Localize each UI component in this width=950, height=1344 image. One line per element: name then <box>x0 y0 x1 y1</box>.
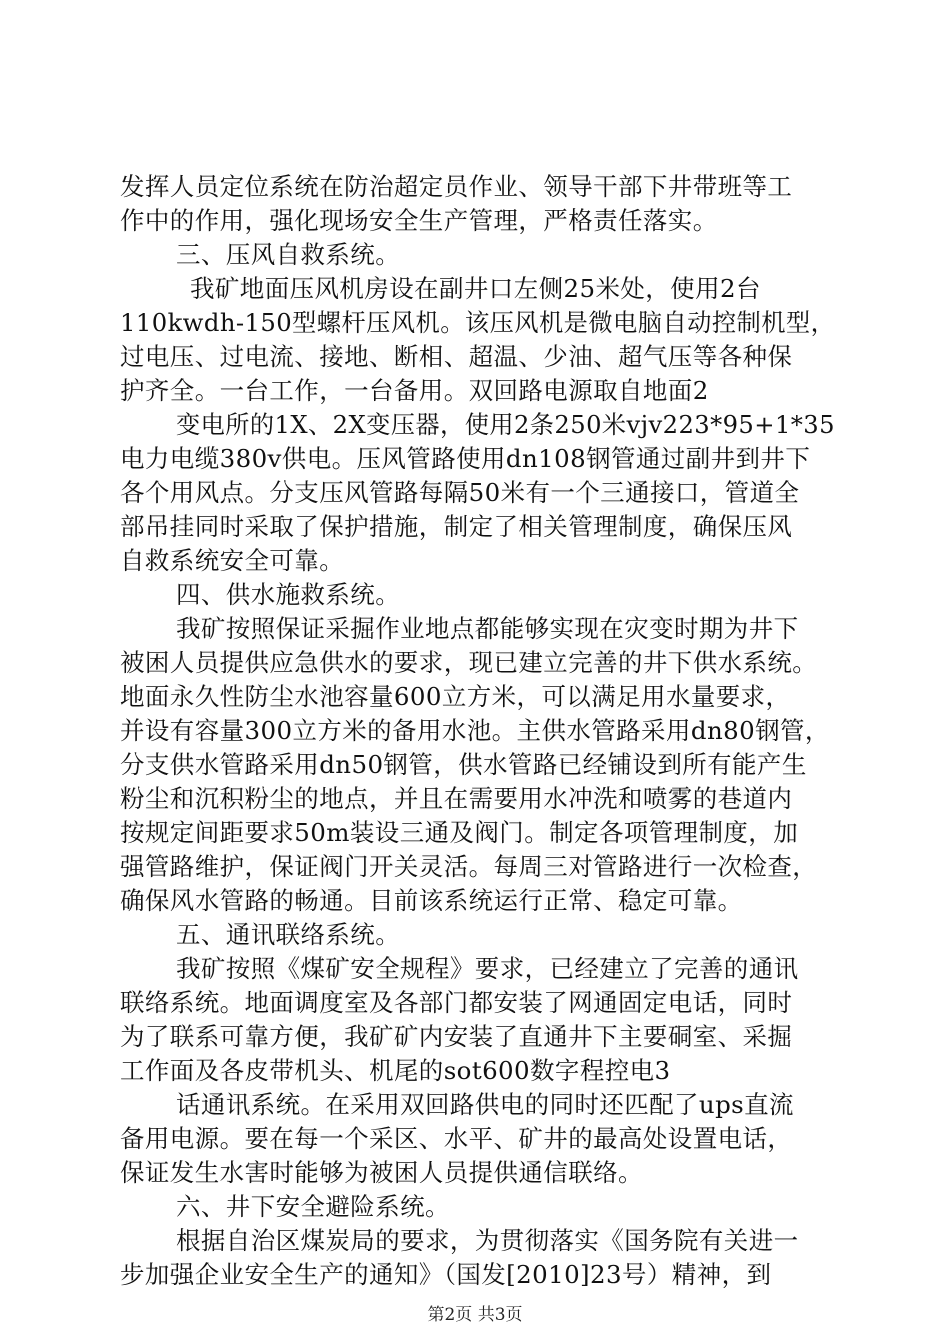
section-heading: 四、供水施救系统。 <box>176 580 401 609</box>
text-line: 各个用风点。分支压风管路每隔50米有一个三通接口，管道全 <box>120 478 800 507</box>
text-line: 我矿地面压风机房设在副井口左侧25米处，使用2台 <box>190 274 761 303</box>
text-line: 联络系统。地面调度室及各部门都安装了网通固定电话，同时 <box>120 988 793 1017</box>
text-line: 我矿按照保证采掘作业地点都能够实现在灾变时期为井下 <box>176 614 799 643</box>
text-line: 按规定间距要求50m装设三通及阀门。制定各项管理制度，加 <box>120 818 799 847</box>
text-line: 部吊挂同时采取了保护措施，制定了相关管理制度，确保压风 <box>120 512 793 541</box>
text-line: 保证发生水害时能够为被困人员提供通信联络。 <box>120 1158 643 1187</box>
text-line: 110kwdh-150型螺杆压风机。该压风机是微电脑自动控制机型， <box>120 308 836 337</box>
section-heading: 三、压风自救系统。 <box>176 240 401 269</box>
text-line: 工作面及各皮带机头、机尾的sot600数字程控电3 <box>120 1056 671 1085</box>
text-line: 根据自治区煤炭局的要求，为贯彻落实《国务院有关进一 <box>176 1226 799 1255</box>
text-line: 被困人员提供应急供水的要求，现已建立完善的井下供水系统。 <box>120 648 818 677</box>
text-line: 并设有容量300立方米的备用水池。主供水管路采用dn80钢管， <box>120 716 830 745</box>
text-line: 话通讯系统。在采用双回路供电的同时还匹配了ups直流 <box>176 1090 794 1119</box>
text-line: 强管路维护，保证阀门开关灵活。每周三对管路进行一次检查， <box>120 852 818 881</box>
section-heading: 五、通讯联络系统。 <box>176 920 401 949</box>
page-footer: 第2页 共3页 <box>427 1305 523 1325</box>
text-line: 电力电缆380v供电。压风管路使用dn108钢管通过副井到井下 <box>120 444 811 473</box>
text-line: 我矿按照《煤矿安全规程》要求，已经建立了完善的通讯 <box>176 954 799 983</box>
text-line: 发挥人员定位系统在防治超定员作业、领导干部下井带班等工 <box>120 172 793 201</box>
text-line: 作中的作用，强化现场安全生产管理，严格责任落实。 <box>120 206 718 235</box>
text-line: 备用电源。要在每一个采区、水平、矿井的最高处设置电话， <box>120 1124 793 1153</box>
text-line: 分支供水管路采用dn50钢管，供水管路已经铺设到所有能产生 <box>120 750 807 779</box>
text-line: 确保风水管路的畅通。目前该系统运行正常、稳定可靠。 <box>120 886 743 915</box>
text-line: 步加强企业安全生产的通知》（国发[2010]23号）精神，到 <box>120 1260 772 1289</box>
section-heading: 六、井下安全避险系统。 <box>176 1192 450 1221</box>
text-line: 过电压、过电流、接地、断相、超温、少油、超气压等各种保 <box>120 342 793 371</box>
text-line: 自救系统安全可靠。 <box>120 546 345 575</box>
text-line: 护齐全。一台工作，一台备用。双回路电源取自地面2 <box>120 376 709 405</box>
text-line: 为了联系可靠方便，我矿矿内安装了直通井下主要硐室、采掘 <box>120 1022 793 1051</box>
text-line: 粉尘和沉积粉尘的地点，并且在需要用水冲洗和喷雾的巷道内 <box>120 784 793 813</box>
text-line: 地面永久性防尘水池容量600立方米，可以满足用水量要求， <box>120 682 791 711</box>
text-line: 变电所的1X、2X变压器，使用2条250米vjv223*95+1*35 <box>176 410 835 439</box>
